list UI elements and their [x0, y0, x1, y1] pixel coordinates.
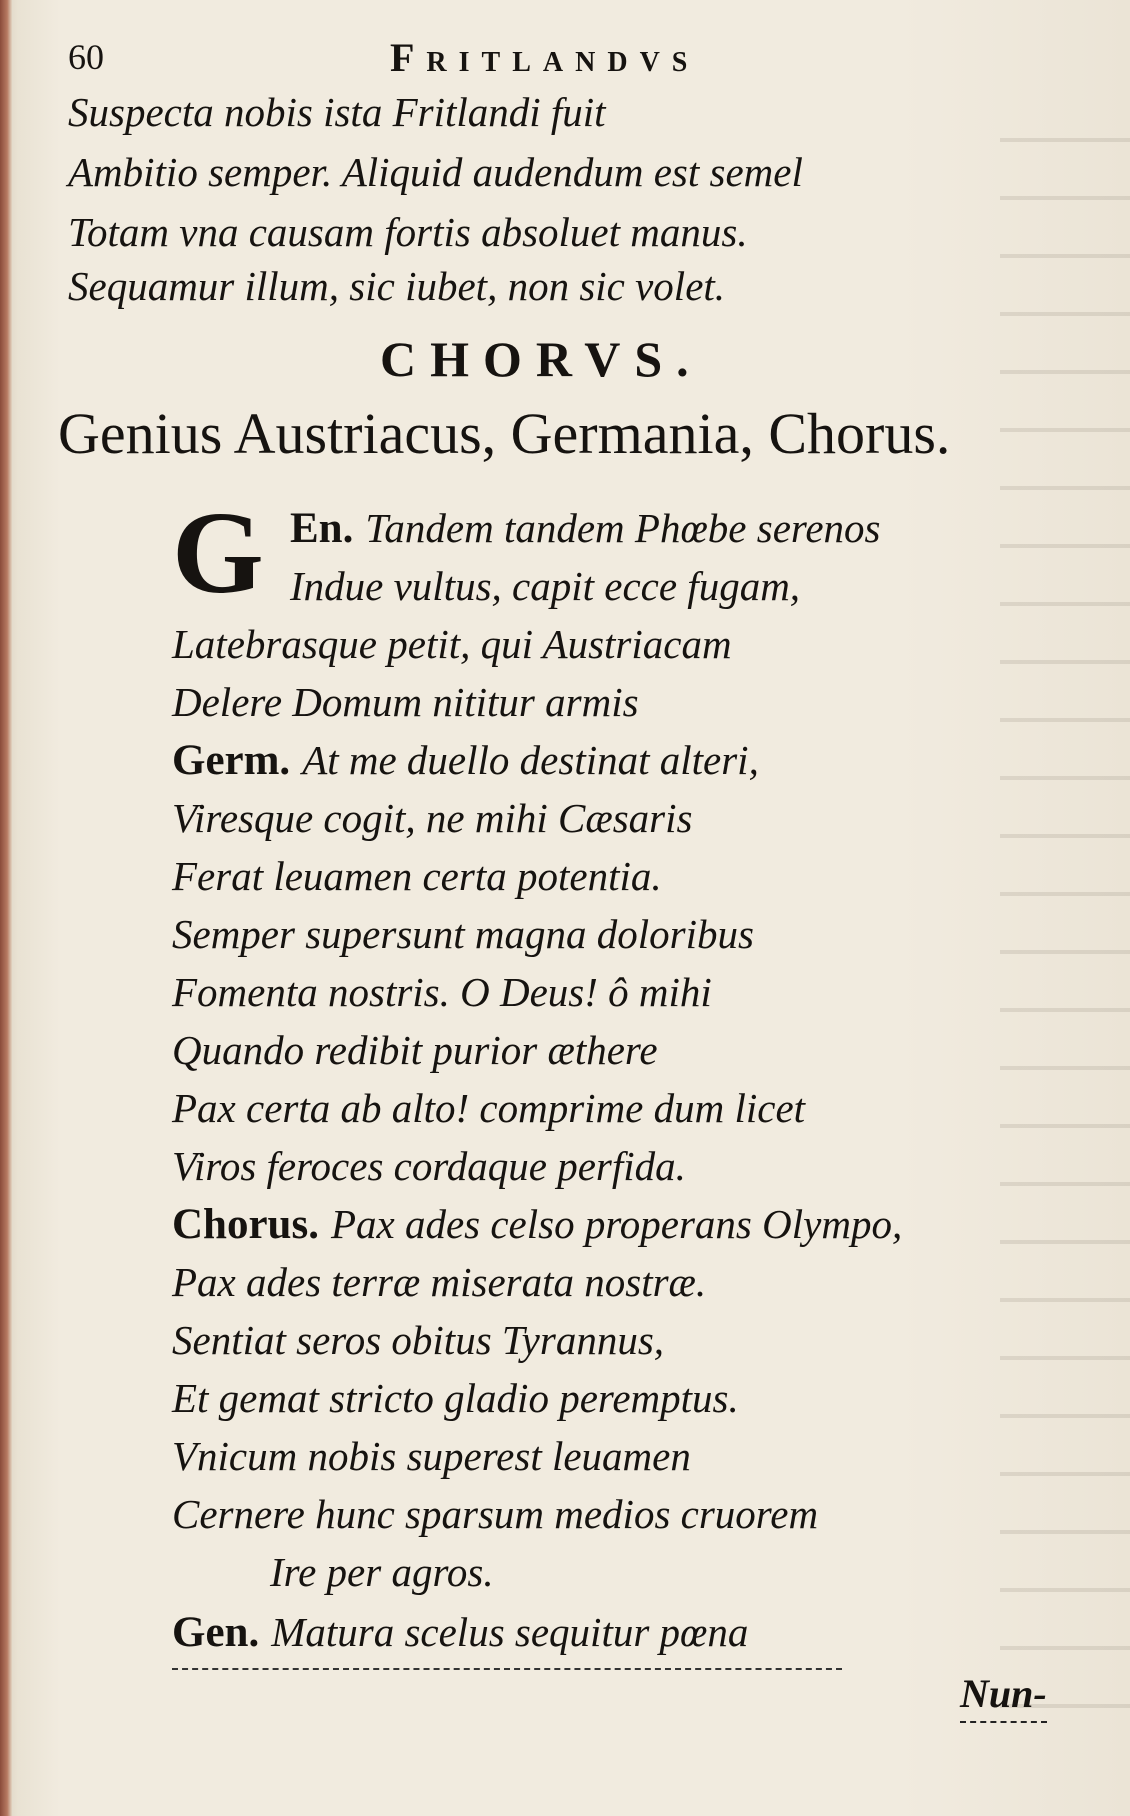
verse-line: Sequamur illum, sic iubet, non sic volet.: [68, 263, 726, 309]
line-text: Matura scelus sequitur pœna: [271, 1609, 749, 1655]
book-spine: [0, 0, 12, 1816]
page-number: 60: [68, 37, 104, 77]
line-text: Pax ades celso properans Olympo,: [330, 1201, 903, 1247]
verse-line: [172, 1608, 748, 1657]
verse-line: [290, 504, 880, 553]
bleed-through-text: [1000, 100, 1130, 1750]
verse-line: Ferat leuamen certa potentia.: [172, 853, 662, 899]
verse-line: Delere Domum nititur armis: [172, 679, 639, 725]
verse-line: Ambitio semper. Aliquid audendum est semel: [68, 149, 803, 195]
verse-line: Vnicum nobis superest leuamen: [172, 1433, 691, 1479]
speaker-label: Chorus.: [172, 1201, 319, 1248]
verse-line: Quando redibit purior æthere: [172, 1027, 658, 1073]
dashed-rule: [172, 1668, 842, 1670]
verse-line: Totam vna causam fortis absoluet manus.: [68, 209, 748, 255]
verse-line: [172, 736, 759, 785]
chorus-heading: CHORVS.: [380, 331, 703, 387]
verse-line: [172, 1200, 902, 1249]
verse-line: Indue vultus, capit ecce fugam,: [290, 563, 801, 609]
page-header: [68, 30, 808, 90]
verse-line: Pax certa ab alto! comprime dum licet: [172, 1085, 806, 1131]
speaker-label: Germ.: [172, 737, 291, 784]
verse-line: Cernere hunc sparsum medios cruorem: [172, 1491, 819, 1537]
line-text: Tandem tandem Phœbe serenos: [365, 505, 881, 551]
drop-capital: G: [172, 487, 264, 618]
verse-line: Fomenta nostris. O Deus! ô mihi: [172, 969, 712, 1015]
verse-line: Ire per agros.: [270, 1549, 494, 1595]
verse-line: Viresque cogit, ne mihi Cæsaris: [172, 795, 693, 841]
verse-line: Semper supersunt magna doloribus: [172, 911, 754, 957]
verse-line: Suspecta nobis ista Fritlandi fuit: [68, 89, 606, 135]
catchword: Nun-: [960, 1670, 1047, 1723]
line-text: At me duello destinat alteri,: [302, 737, 759, 783]
verse-line: Sentiat seros obitus Tyrannus,: [172, 1317, 665, 1363]
verse-line: Pax ades terræ miserata nostræ.: [172, 1259, 707, 1305]
dramatis-personae: Genius Austriacus, Germania, Chorus.: [58, 401, 951, 466]
running-title: Fritlandvs: [390, 35, 700, 80]
speaker-label: Gen.: [172, 1609, 260, 1656]
verse-line: Viros feroces cordaque perfida.: [172, 1143, 686, 1189]
speaker-label: En.: [290, 505, 354, 552]
verse-line: Et gemat stricto gladio peremptus.: [172, 1375, 739, 1421]
verse-line: Latebrasque petit, qui Austriacam: [172, 621, 732, 667]
